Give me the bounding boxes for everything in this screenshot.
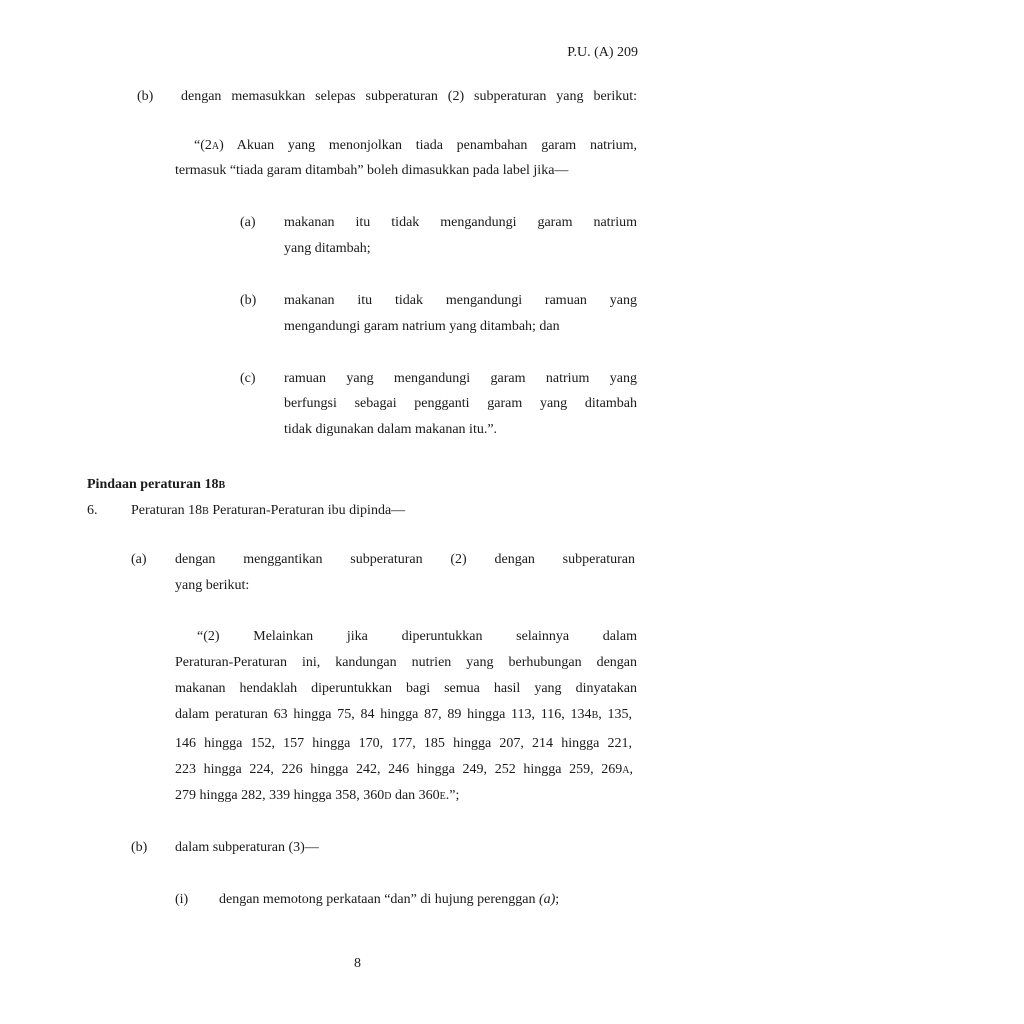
subitem-label: (c) [240,371,256,386]
subitem-text-line: ramuan yang mengandungi garam natrium yang [284,371,637,386]
page-number: 8 [354,956,361,971]
quote-2-line-3: makanan hendaklah diperuntukkan bagi semua hasil yang dinyatakan [175,681,637,696]
quote-2-line-7: 279 hingga 282, 339 hingga 358, 360d dan 360e.”; [175,788,460,803]
item-text: dalam subperaturan (3)— [175,840,319,855]
section-heading: Pindaan peraturan 18b [87,477,226,492]
item-label: (b) [137,89,154,104]
document-reference: P.U. (A) 209 [567,45,638,60]
subitem-text: dengan memotong perkataan “dan” di hujung perenggan (a); [219,892,560,907]
subitem-text-line: makanan itu tidak mengandungi ramuan yang [284,293,637,308]
subitem-text-line: yang ditambah; [284,241,371,256]
subitem-label: (b) [240,293,257,308]
subitem-text-line: makanan itu tidak mengandungi garam natrium [284,215,637,230]
subitem-text-line: tidak digunakan dalam makanan itu.”. [284,422,498,437]
subitem-label: (i) [175,892,189,907]
item-text-line: yang berikut: [175,578,250,593]
item-label: (a) [131,552,147,567]
quote-2-line-5: 146 hingga 152, 157 hingga 170, 177, 185 hingga 207, 214 hingga 221, [175,736,632,751]
section-number: 6. [87,503,98,518]
subitem-label: (a) [240,215,256,230]
section-text: Peraturan 18b Peraturan-Peraturan ibu dipinda— [131,503,406,518]
subitem-text-line: berfungsi sebagai pengganti garam yang ditambah [284,396,637,411]
item-label: (b) [131,840,148,855]
quote-2a-line-1: “(2a) Akuan yang menonjolkan tiada penambahan garam natrium, [194,138,637,153]
quote-2-line-6: 223 hingga 224, 226 hingga 242, 246 hingga 249, 252 hingga 259, 269a, [175,762,633,777]
item-text-line: dengan menggantikan subperaturan (2) dengan subperaturan [175,552,635,567]
item-text: dengan memasukkan selepas subperaturan (2) subperaturan yang berikut: [181,89,637,104]
quote-2a-line-2: termasuk “tiada garam ditambah” boleh dimasukkan pada label jika— [175,163,569,178]
quote-2-line-2: Peraturan-Peraturan ini, kandungan nutrien yang berhubungan dengan [175,655,637,670]
subitem-text-line: mengandungi garam natrium yang ditambah; dan [284,319,560,334]
quote-2-line-4: dalam peraturan 63 hingga 75, 84 hingga 87, 89 hingga 113, 116, 134b, 135, [175,707,633,722]
quote-2-line-1: “(2) Melainkan jika diperuntukkan selainnya dalam [197,629,637,644]
